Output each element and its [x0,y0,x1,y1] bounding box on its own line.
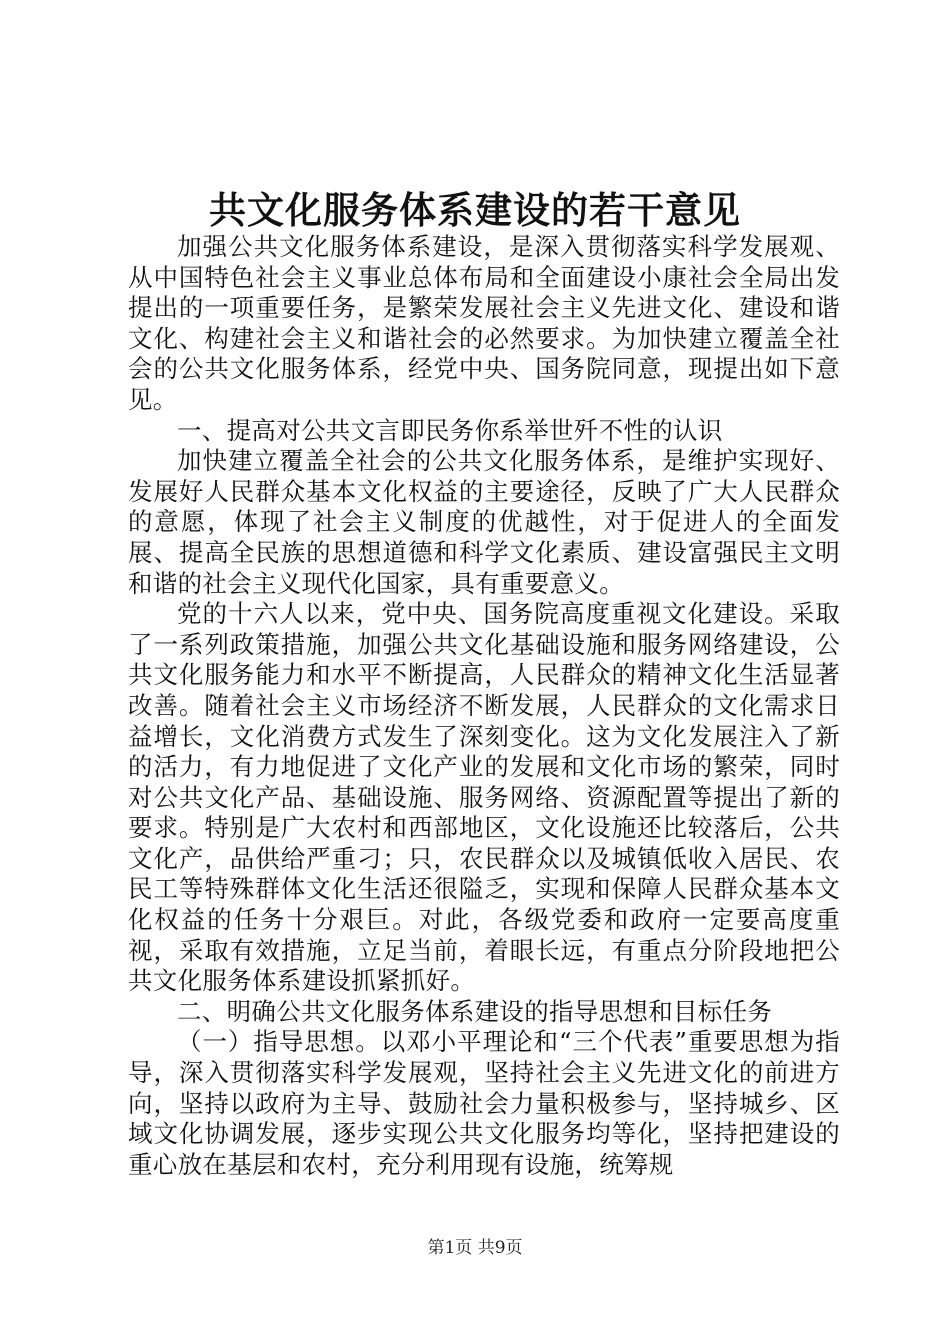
document-body [128,232,840,1180]
page-number-footer: 第1页 共9页 [427,1238,523,1258]
paragraph-guiding-thought: （一）指导思想。以邓小平理论和“三个代表”重要思想为指导，深入贯彻落实科学发展观，坚持社会主义先进文化的前进方向，坚持以政府为主导、鼓励社会力量积极参与，坚持城乡、区域文化协调发展，逐步实现公共文化服务均等化，坚持把建设的重心放在基层和农村，充分利用现有设施，统筹规 [128,1027,840,1179]
document-title: 共文化服务体系建设的若干意见 [209,188,741,232]
paragraph-significance: 加快建立覆盖全社会的公共文化服务体系，是维护实现好、发展好人民群众基本文化权益的主要途径，反映了广大人民群众的意愿，体现了社会主义制度的优越性，对于促进人的全面发展、提高全民族的思想道德和科学文化素质、建设富强民主文明和谐的社会主义现代化国家，具有重要意义。 [128,446,840,598]
section-heading-1: 一、提高对公共文言即民务你系举世歼不性的认识 [177,415,723,445]
section-heading-2: 二、明确公共文化服务体系建设的指导思想和目标任务 [177,996,773,1026]
paragraph-intro: 加强公共文化服务体系建设，是深入贯彻落实科学发展观、从中国特色社会主义事业总体布局和全面建设小康社会全局出发提出的一项重要任务，是繁荣发展社会主义先进文化、建设和谐文化、构建社会主义和谐社会的必然要求。为加快建立覆盖全社会的公共文化服务体系，经党中央、国务院同意，现提出如下意见。 [128,232,840,414]
paragraph-background: 党的十六人以来，党中央、国务院高度重视文化建设。采取了一系列政策措施，加强公共文化基础设施和服务网络建设，公共文化服务能力和水平不断提高，人民群众的精神文化生活显著改善。随着社会主义市场经济不断发展，人民群众的文化需求日益增长，文化消费方式发生了深刻变化。这为文化发展注入了新的活力，有力地促进了文化产业的发展和文化市场的繁荣，同时对公共文化产品、基础设施、服务网络、资源配置等提出了新的要求。特别是广大农村和西部地区，文化设施还比较落后，公共文化产，品供给严重刁；只，农民群众以及城镇低收入居民、农民工等特殊群体文化生活还很隘乏，实现和保障人民群众基本文化权益的任务十分艰巨。对此，各级党委和政府一定要高度重视，采取有效措施，立足当前，着眼长远，有重点分阶段地把公共文化服务体系建设抓紧抓好。 [128,599,840,996]
